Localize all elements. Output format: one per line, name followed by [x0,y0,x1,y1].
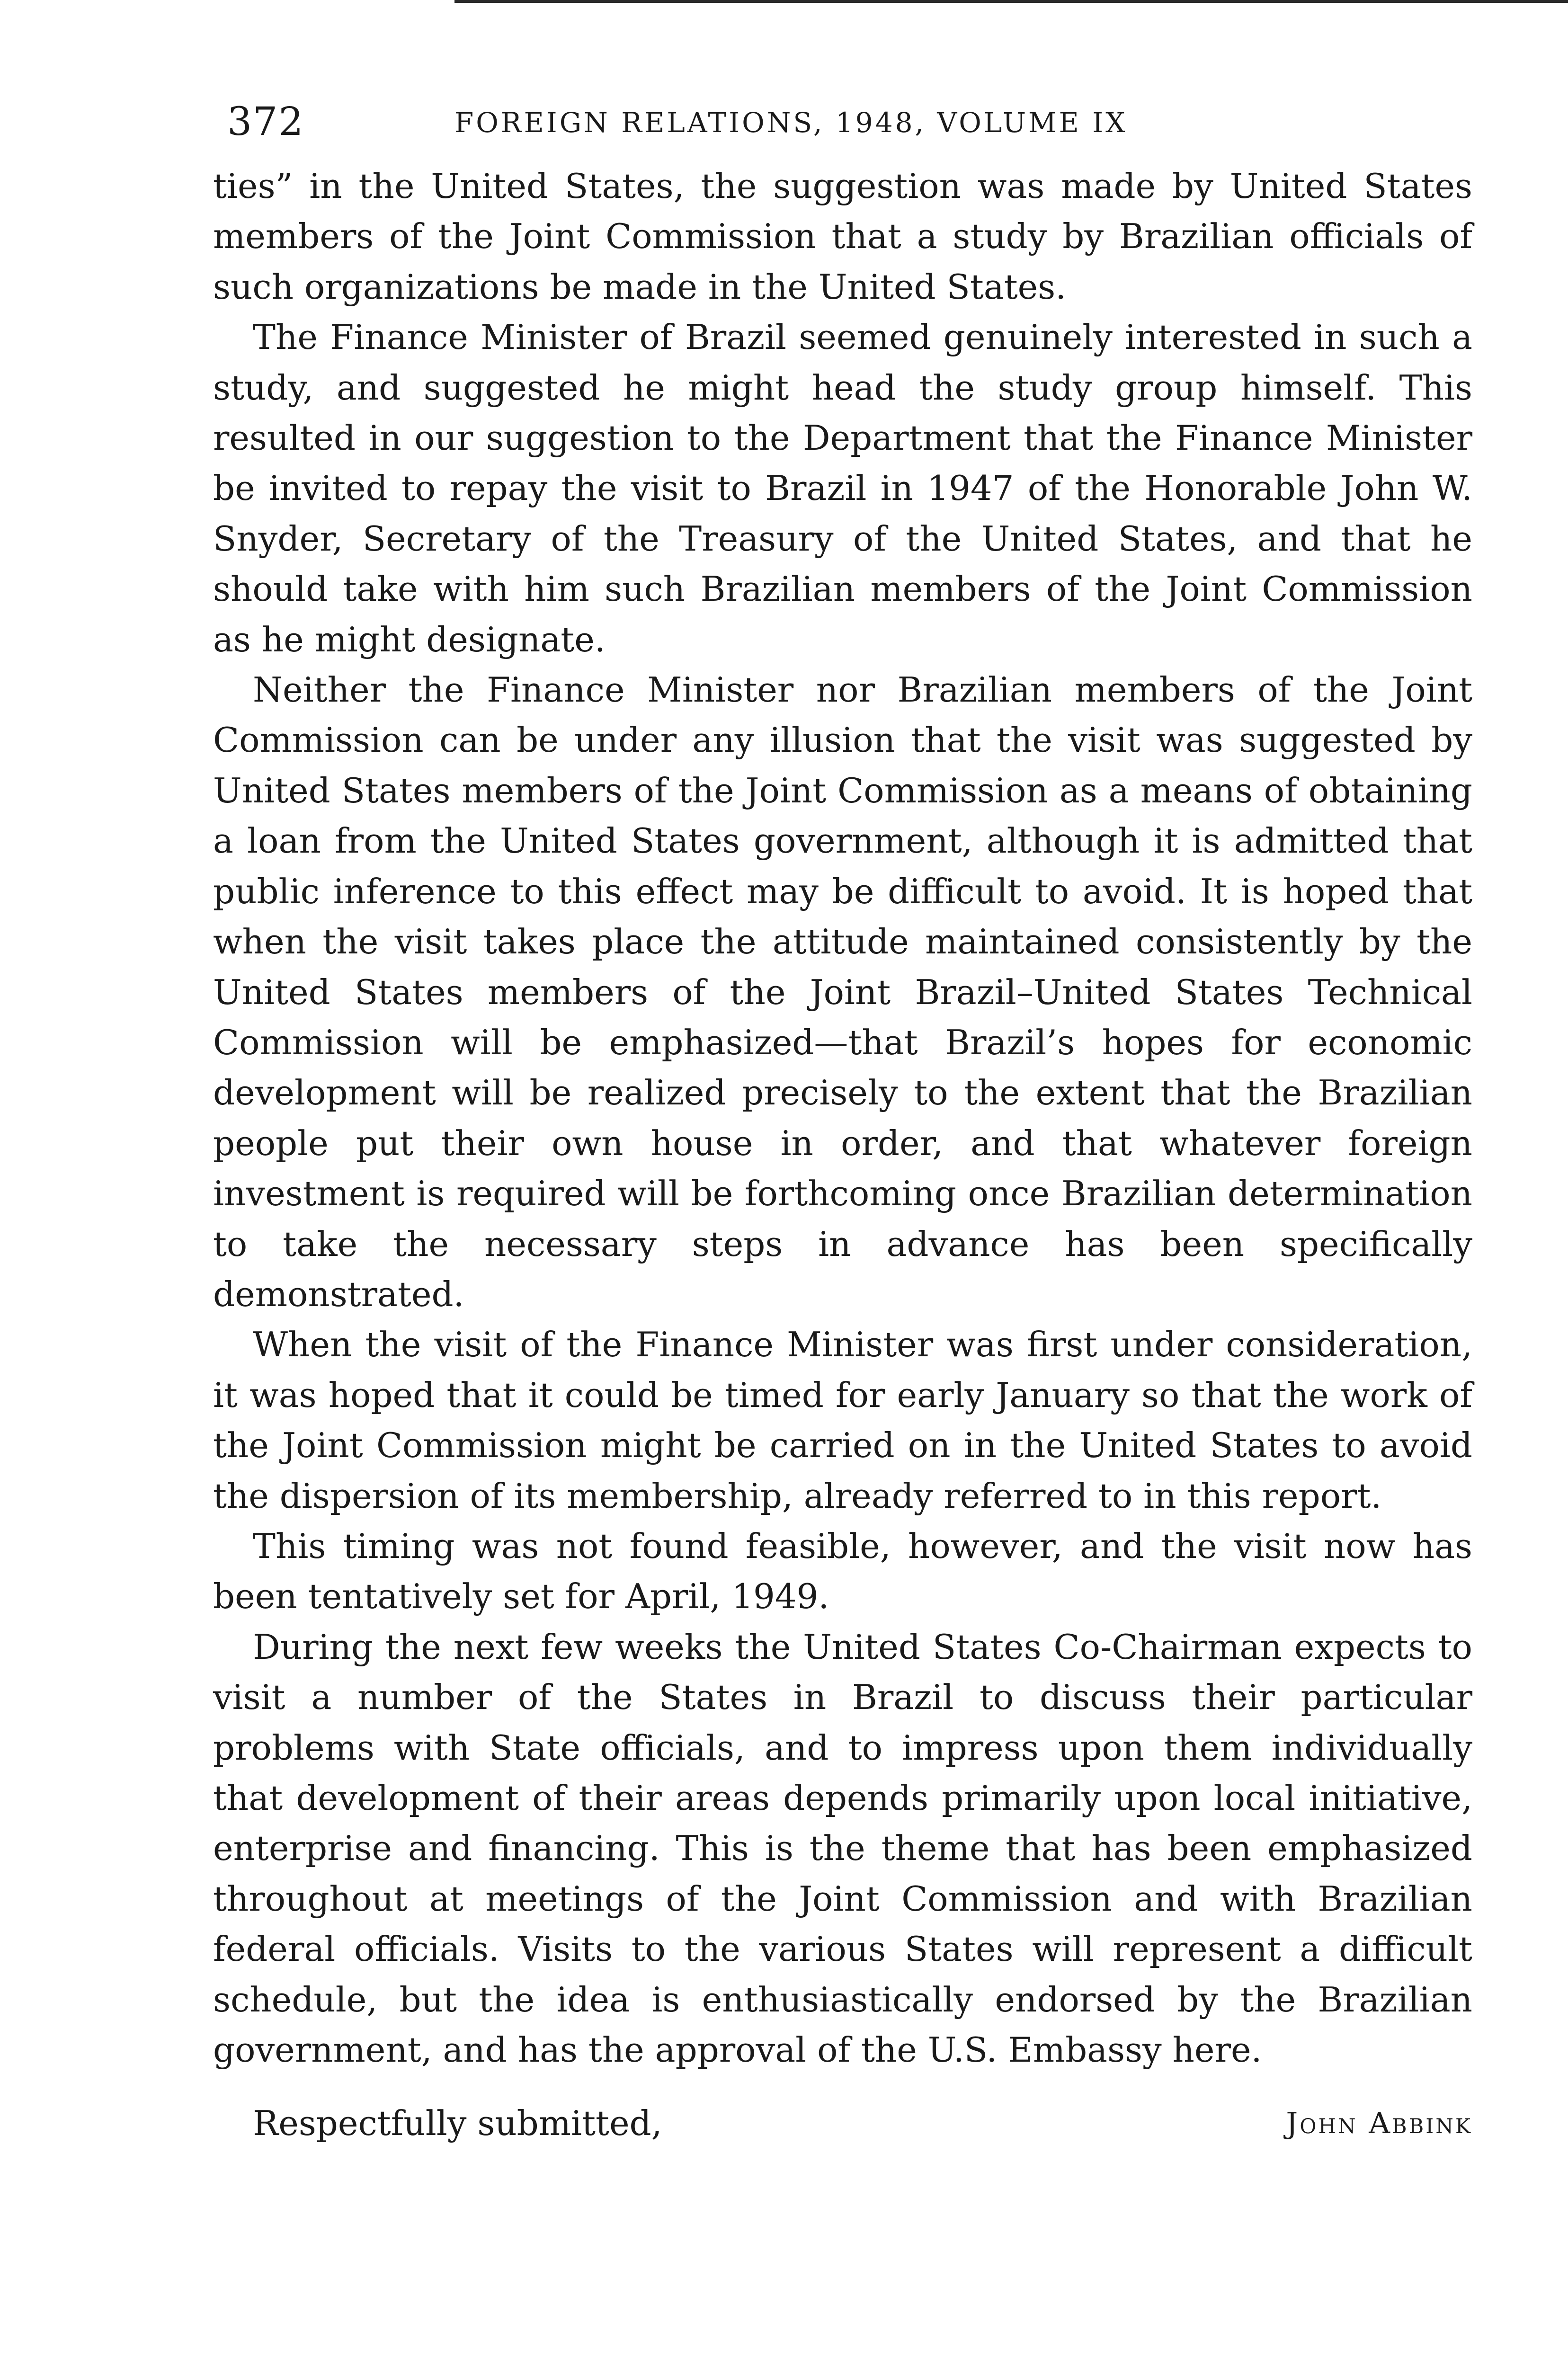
paragraph: During the next few weeks the United States Co-Chairman expects to visit a number of the States in Brazil to discuss their particular problems with State officials, and to impress upon them individually that development of their areas depends primarily upon local initiative, enterprise and financing. This is the theme that has been emphasized throughout at meetings of the Joint Commission and with Brazilian federal officials. Visits to the various States will represent a difficult schedule, but the idea is enthusiastically endorsed by the Brazilian government, and has the approval of the U.S. Embassy here. [213,1627,1472,2070]
paragraph: Neither the Finance Minister nor Brazilian members of the Joint Commission can be under any illusion that the visit was suggested by United States members of the Joint Commission as a means of obtaining a loan from the United States government, although it is admitted that public inference to this effect may be difficult to avoid. It is hoped that when the visit takes place the attitude maintained consistently by the United States members of the Joint Brazil–United States Technical Commission will be emphasized—that Brazil’s hopes for economic development will be realized precisely to the extent that the Brazilian people put their own house in order, and that whatever foreign investment is required will be forthcoming once Brazilian determination to take the necessary steps in advance has been specifically demonstrated. [213,670,1472,1314]
valediction: Respectfully submitted, [253,2103,662,2143]
closing-block [213,2097,1472,2154]
running-head: FOREIGN RELATIONS, 1948, VOLUME IX [454,107,1128,139]
paragraph-continued: ties” in the United States, the suggestion was made by United States members of the Joint Commission that a study by Brazilian officials of such organizations be made in the United States. [213,166,1472,307]
paragraph: When the visit of the Finance Minister was first under consideration, it was hoped that it could be timed for early January so that the work of the Joint Commission might be carried on in the United States to avoid the dispersion of its membership, already referred to in this report. [213,1325,1472,1516]
page-header [227,94,1458,151]
page-number: 372 [227,99,304,144]
paragraph: The Finance Minister of Brazil seemed genuinely interested in such a study, and suggested he might head the study group himself. This resulted in our suggestion to the Department that the Finance Minister be invited to repay the visit to Brazil in 1947 of the Honorable John W. Snyder, Secretary of the Treasury of the United States, and that he should take with him such Brazilian members of the Joint Commission as he might designate. [213,317,1472,659]
scan-artifact [1554,2007,1565,2064]
paragraph: This timing was not found feasible, however, and the visit now has been tentatively set for April, 1949. [213,1526,1472,1617]
scan-edge-line [454,0,1568,3]
signature: John Abbink [1286,2106,1472,2140]
body-text [213,161,1472,2075]
